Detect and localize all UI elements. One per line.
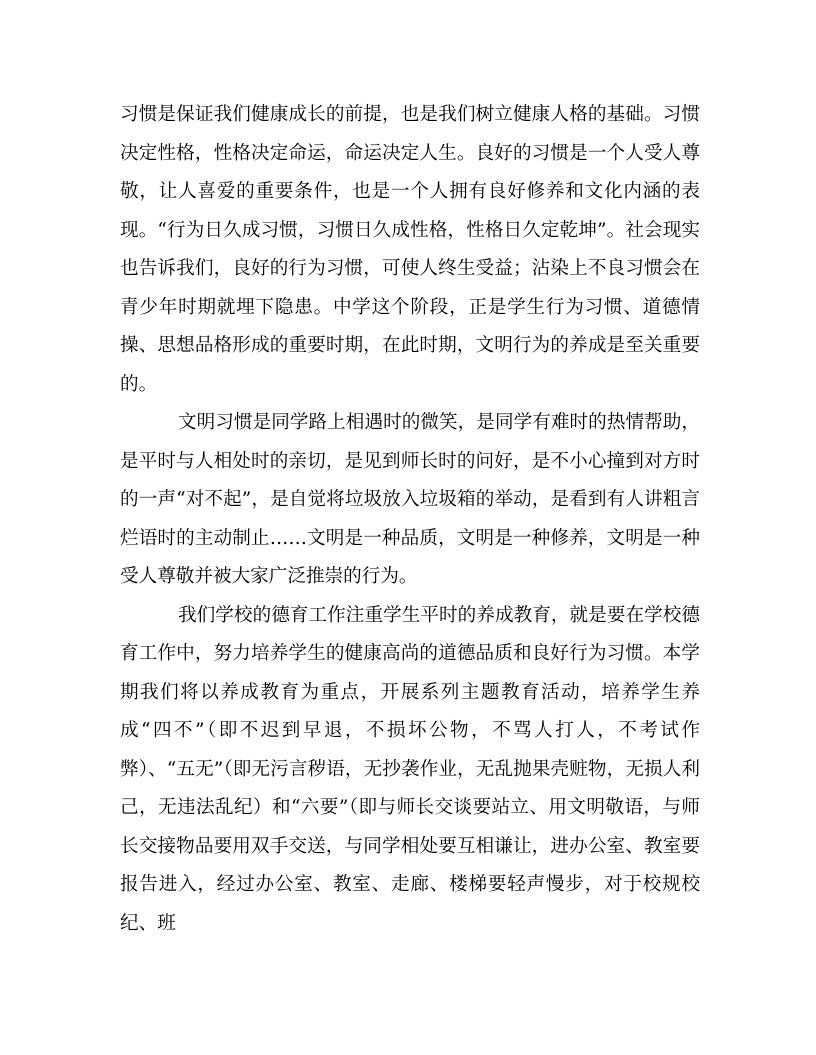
- paragraph-habits: 习惯是保证我们健康成长的前提，也是我们树立健康人格的基础。习惯决定性格，性格决定命运，命运决定人生。良好的习惯是一个人受人尊敬，让人喜爱的重要条件，也是一个人拥有良好修养和文化内涵的表现。“行为日久成习惯，习惯日久成性格，性格日久定乾坤”。社会现实也告诉我们，良好的行为习惯，可使人终生受益；沾染上不良习惯会在青少年时期就埋下隐患。中学这个阶段，正是学生行为习惯、道德情操、思想品格形成的重要时期，在此时期，文明行为的养成是至关重要的。: [120, 104, 700, 395]
- document-page: [120, 96, 700, 943]
- paragraph-school-moral-education: 我们学校的德育工作注重学生平时的养成教育，就是要在学校德育工作中，努力培养学生的健康高尚的道德品质和良好行为习惯。本学期我们将以养成教育为重点，开展系列主题教育活动，培养学生养成“四不”（即不迟到早退，不损坏公物，不骂人打人，不考试作弊）、“五无”（即无污言秽语，无抄袭作业，无乱抛果壳赃物，无损人利己，无违法乱纪）和“六要”（即与师长交谈要站立、用文明敬语，与师长交接物品要用双手交送，与同学相处要互相谦让，进办公室、教室要报告进入，经过办公室、教室、走廊、楼梯要轻声慢步，对于校规校纪、班: [120, 604, 700, 934]
- paragraph-civility: 文明习惯是同学路上相遇时的微笑，是同学有难时的热情帮助，是平时与人相处时的亲切，是见到师长时的问好，是不小心撞到对方时的一声“对不起”，是自觉将垃圾放入垃圾箱的举动，是看到有人讲粗言烂语时的主动制止……文明是一种品质，文明是一种修养，文明是一种受人尊敬并被大家广泛推崇的行为。: [120, 412, 700, 587]
